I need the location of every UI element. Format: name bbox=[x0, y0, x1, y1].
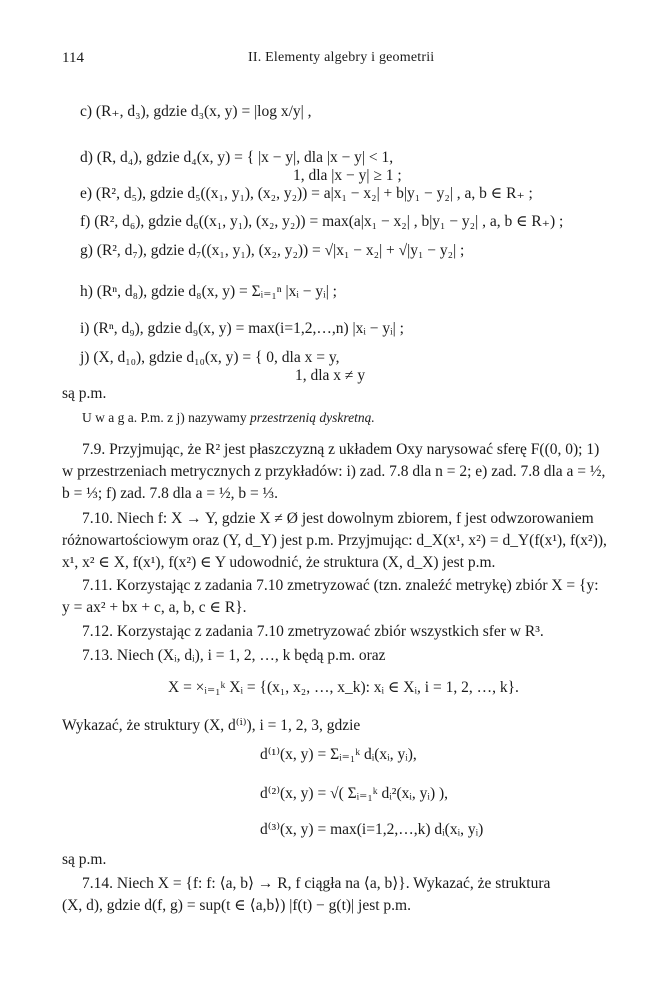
running-header: II. Elementy algebry i geometrii bbox=[248, 50, 435, 65]
metric-f: f) (R², d₆), gdzie d₆((x₁, y₁), (x₂, y₂)) = max(a|x₁ − x₂| , b|y₁ − y₂| , a, b ∈ R₊) ; bbox=[80, 213, 564, 230]
metric-j: j) (X, d₁₀), gdzie d₁₀(x, y) = { 0, dla x = y, bbox=[80, 349, 340, 366]
metric-e: e) (R², d₅), gdzie d₅((x₁, y₁), (x₂, y₂)) = a|x₁ − x₂| + b|y₁ − y₂| , a, b ∈ R₊ ; bbox=[80, 185, 533, 202]
metric-i: i) (Rⁿ, d₉), gdzie d₉(x, y) = max(i=1,2,…,n) |xᵢ − yᵢ| ; bbox=[80, 320, 404, 337]
problem-7-10-line-2: różnowartościowym oraz (Y, d_Y) jest p.m. Przyjmując: d_X(x¹, x²) = d_Y(f(x¹), f(x²)), bbox=[62, 532, 607, 549]
problem-7-9-line-1: 7.9. Przyjmując, że R² jest płaszczyzną z układem Oxy narysować sferę F((0, 0); 1) bbox=[82, 441, 600, 458]
metric-d-case2: 1, dla |x − y| ≥ 1 ; bbox=[293, 167, 402, 184]
uwaga-text: P.m. z j) nazywamy bbox=[137, 410, 250, 425]
problem-7-14-line-1: 7.14. Niech X = {f: f: ⟨a, b⟩ → R, f ciągła na ⟨a, b⟩}. Wykazać, że struktura bbox=[82, 875, 551, 892]
uwaga-emph: przestrzenią dyskretną. bbox=[249, 410, 375, 425]
metric-d3: d⁽³⁾(x, y) = max(i=1,2,…,k) dᵢ(xᵢ, yᵢ) bbox=[260, 821, 484, 838]
metric-h: h) (Rⁿ, d₈), gdzie d₈(x, y) = Σᵢ₌₁ⁿ |xᵢ − yᵢ| ; bbox=[80, 283, 337, 300]
problem-7-9-line-2: w przestrzeniach metrycznych z przykładów: i) zad. 7.8 dla n = 2; e) zad. 7.8 dla a = ½, bbox=[62, 463, 606, 480]
metric-g: g) (R², d₇), gdzie d₇((x₁, y₁), (x₂, y₂)) = √|x₁ − x₂| + √|y₁ − y₂| ; bbox=[80, 242, 465, 259]
sa-pm-2: są p.m. bbox=[62, 851, 107, 868]
problem-7-10-line-3: x¹, x² ∈ X, f(x¹), f(x²) ∈ Y udowodnić, że struktura (X, d_X) jest p.m. bbox=[62, 554, 496, 571]
uwaga-label: U w a g a. bbox=[82, 410, 138, 425]
metric-d1: d⁽¹⁾(x, y) = Σᵢ₌₁ᵏ dᵢ(xᵢ, yᵢ), bbox=[260, 746, 417, 763]
problem-7-13-task: Wykazać, że struktury (X, d⁽ⁱ⁾), i = 1, 2, 3, gdzie bbox=[62, 717, 361, 734]
problem-7-13-product: X = ×ᵢ₌₁ᵏ Xᵢ = {(x₁, x₂, …, x_k): xᵢ ∈ Xᵢ, i = 1, 2, …, k}. bbox=[168, 679, 519, 696]
problem-7-9-line-3: b = ⅓; f) zad. 7.8 dla a = ½, b = ⅓. bbox=[62, 485, 279, 502]
metric-d2: d⁽²⁾(x, y) = √( Σᵢ₌₁ᵏ dᵢ²(xᵢ, yᵢ) ), bbox=[260, 785, 449, 802]
problem-7-11-line-2: y = ax² + bx + c, a, b, c ∈ R}. bbox=[62, 599, 247, 616]
problem-7-11-line-1: 7.11. Korzystając z zadania 7.10 zmetryzować (tzn. znaleźć metrykę) zbiór X = {y: bbox=[82, 577, 599, 594]
metric-j-case2: 1, dla x ≠ y bbox=[295, 367, 366, 384]
problem-7-12: 7.12. Korzystając z zadania 7.10 zmetryzować zbiór wszystkich sfer w R³. bbox=[82, 623, 544, 640]
page-number: 114 bbox=[62, 50, 84, 66]
problem-7-13-intro: 7.13. Niech (Xᵢ, dᵢ), i = 1, 2, …, k będą p.m. oraz bbox=[82, 647, 386, 664]
uwaga-note bbox=[82, 408, 375, 428]
metric-d: d) (R, d₄), gdzie d₄(x, y) = { |x − y|, dla |x − y| < 1, bbox=[80, 149, 394, 166]
problem-7-10-line-1: 7.10. Niech f: X → Y, gdzie X ≠ Ø jest dowolnym zbiorem, f jest odwzorowaniem bbox=[82, 510, 594, 527]
problem-7-14-line-2: (X, d), gdzie d(f, g) = sup(t ∈ ⟨a,b⟩) |f(t) − g(t)| jest p.m. bbox=[62, 897, 411, 914]
metric-c: c) (R₊, d₃), gdzie d₃(x, y) = |log x/y| , bbox=[80, 103, 312, 120]
sa-pm-1: są p.m. bbox=[62, 385, 107, 402]
